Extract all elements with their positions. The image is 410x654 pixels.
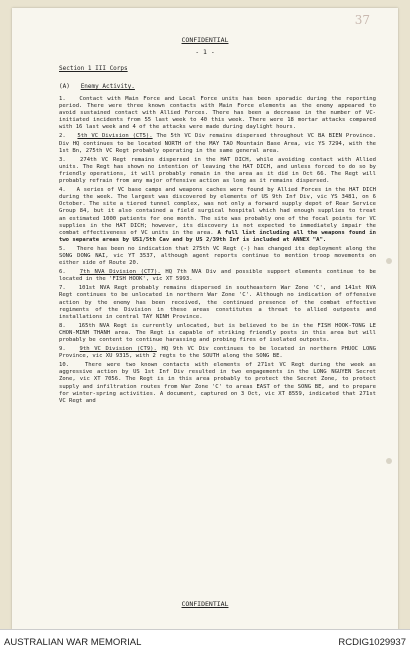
archive-name: AUSTRALIAN WAR MEMORIAL (4, 637, 142, 648)
report-paragraph (59, 323, 376, 344)
paragraph-number: 8. (59, 322, 79, 329)
paragraph-text: A series of VC base camps and weapons caches were found by Allied Forces in the HAT DICH during the week. The largest was discovered by elements of US 9th Inf Div, vic YS 3481, on 6 October. The site a tiered tunnel complex, was not only a forward supply depot of Rear Service Group 84, but it also contained a field surgical hospital which had enough supplies to treat an estimated 1000 patients for one month. The site was probably one of the focal points for VC supplies in the HAT DICH; however, its discovery is not expected to immediately impair the combat effectiveness of VC units in the area. (59, 187, 376, 236)
archive-reference: RCDIG1029937 (338, 637, 406, 648)
paragraph-text: There were two known contacts with elements of 271st VC Regt during the week as aggressive action by US 1st Inf Div resulted in two engagements in the LONG NGUYEN Secret Zone, vic XT 7056. The Regt is in this area probably to protect the Secret Zone, to protect supply and infiltration routes from War Zone 'C' to areas EAST of the SONG BE, and to prepare for winter-spring activities. A document, captured on 3 Oct, vic XT 8559, indicated that 271st VC Regt and (59, 362, 376, 404)
unit-heading: 9th VC Division (CT9). (79, 346, 157, 353)
report-paragraph (59, 133, 376, 154)
report-body (59, 96, 376, 407)
archive-footer-bar (0, 629, 410, 654)
unit-heading: 7th NVA Division (CT7). (79, 269, 161, 276)
paragraph-number: 6. (59, 269, 80, 276)
punch-hole (386, 458, 392, 464)
classification-footer: CONFIDENTIAL (181, 600, 229, 608)
paragraph-text: There has been no indication that 275th VC Regt (-) has changed its deployment along the SONG DONG NAI, vic YT 3537, although agent reports continue to mention troop movements on either side of Route 20. (59, 245, 376, 267)
report-paragraph (59, 362, 376, 405)
paragraph-text: 101st NVA Regt probably remains dispersed in southeastern War Zone 'C', and 141st NVA Regt continues to be unlocated in northern War Zone 'C'. Although no indication of offensive action by the enemy has been received, the continued presence of the combat effective regiments of the Division in these areas constitutes a threat to allied outposts and installations in central TAY NINH Province. (59, 285, 376, 320)
section-title: Section 1 III Corps (59, 65, 128, 72)
punch-hole (386, 258, 392, 264)
paragraph-number: 4. (59, 187, 77, 194)
paragraph-text: Contact with Main Force and Local Force units has been sporadic during the reporting period. There were three known contacts with Main Force elements as the enemy appeared to avoid sustained contact with Allied Forces. There has been a decrease in the number of VC-initiated incidents from 55 last week to 40 this week. There were 18 mortar attacks compared with 16 last week and 4 of the attacks were made during daylight hours. (59, 96, 376, 131)
paragraph-text: HQ 7th NVA Div and possible support elements continue to be located in the 'FISH HOOK', vic XT 5993. (59, 269, 376, 283)
unit-heading: 5th VC Division (CT5). (77, 133, 153, 140)
subsection-heading: (A) Enemy Activity. (59, 83, 135, 90)
page-number: - 1 - (195, 48, 215, 56)
report-paragraph (59, 246, 376, 267)
paragraph-text: The 5th VC Div remains dispersed throughout VC BA BIEN Province. Div HQ continues to be located NORTH of the MAY TAO Mountain Base Area, vic YS 7294, with the 1st Bn, 275th VC Regt probably operating in the same general area. (59, 133, 376, 154)
paragraph-number: 1. (59, 96, 80, 102)
report-paragraph (59, 96, 376, 131)
paragraph-number: 5. (59, 245, 77, 252)
paragraph-number: 3. (59, 156, 81, 163)
page-stamp: 37 (354, 13, 370, 27)
document-page (12, 8, 398, 630)
report-paragraph (59, 157, 376, 185)
paragraph-number: 7. (59, 285, 79, 292)
report-paragraph (59, 346, 376, 360)
annex-reference: A full list including all the weapons found in two separate areas by US1/5th Cav and by US 2/39th Inf is included at ANNEX "A". (59, 229, 376, 243)
classification-header: CONFIDENTIAL (181, 36, 229, 44)
paragraph-number: 9. (59, 346, 80, 353)
paragraph-number: 10. (59, 362, 85, 369)
paragraph-text: HQ 9th VC Div continues to be located in northern PHUOC LONG Province, vic XU 9315, with 2 regts to the SOUTH along the SONG BE. (59, 346, 376, 360)
report-paragraph (59, 269, 376, 283)
report-paragraph (59, 187, 376, 244)
paragraph-number: 2. (59, 133, 78, 140)
paragraph-text: 165th NVA Regt is currently unlocated, but is believed to be in the FISH HOOK-TONG LE CHON-MINH THANH area. The Regt is capable of striking friendly posts in this area but will probably be content to continue harassing and probing fires of isolated outposts. (59, 322, 376, 343)
report-paragraph (59, 285, 376, 320)
paragraph-text: 274th VC Regt remains dispersed in the HAT DICH, while avoiding contact with Allied units. The Regt has shown no intention of leaving the HAT DICH, and unless forced to do so by friendly operations, it will probably remain in the area as it did in Oct 66. The Regt will probably refrain from any major offensive action as long as it remains dispersed. (59, 156, 376, 185)
